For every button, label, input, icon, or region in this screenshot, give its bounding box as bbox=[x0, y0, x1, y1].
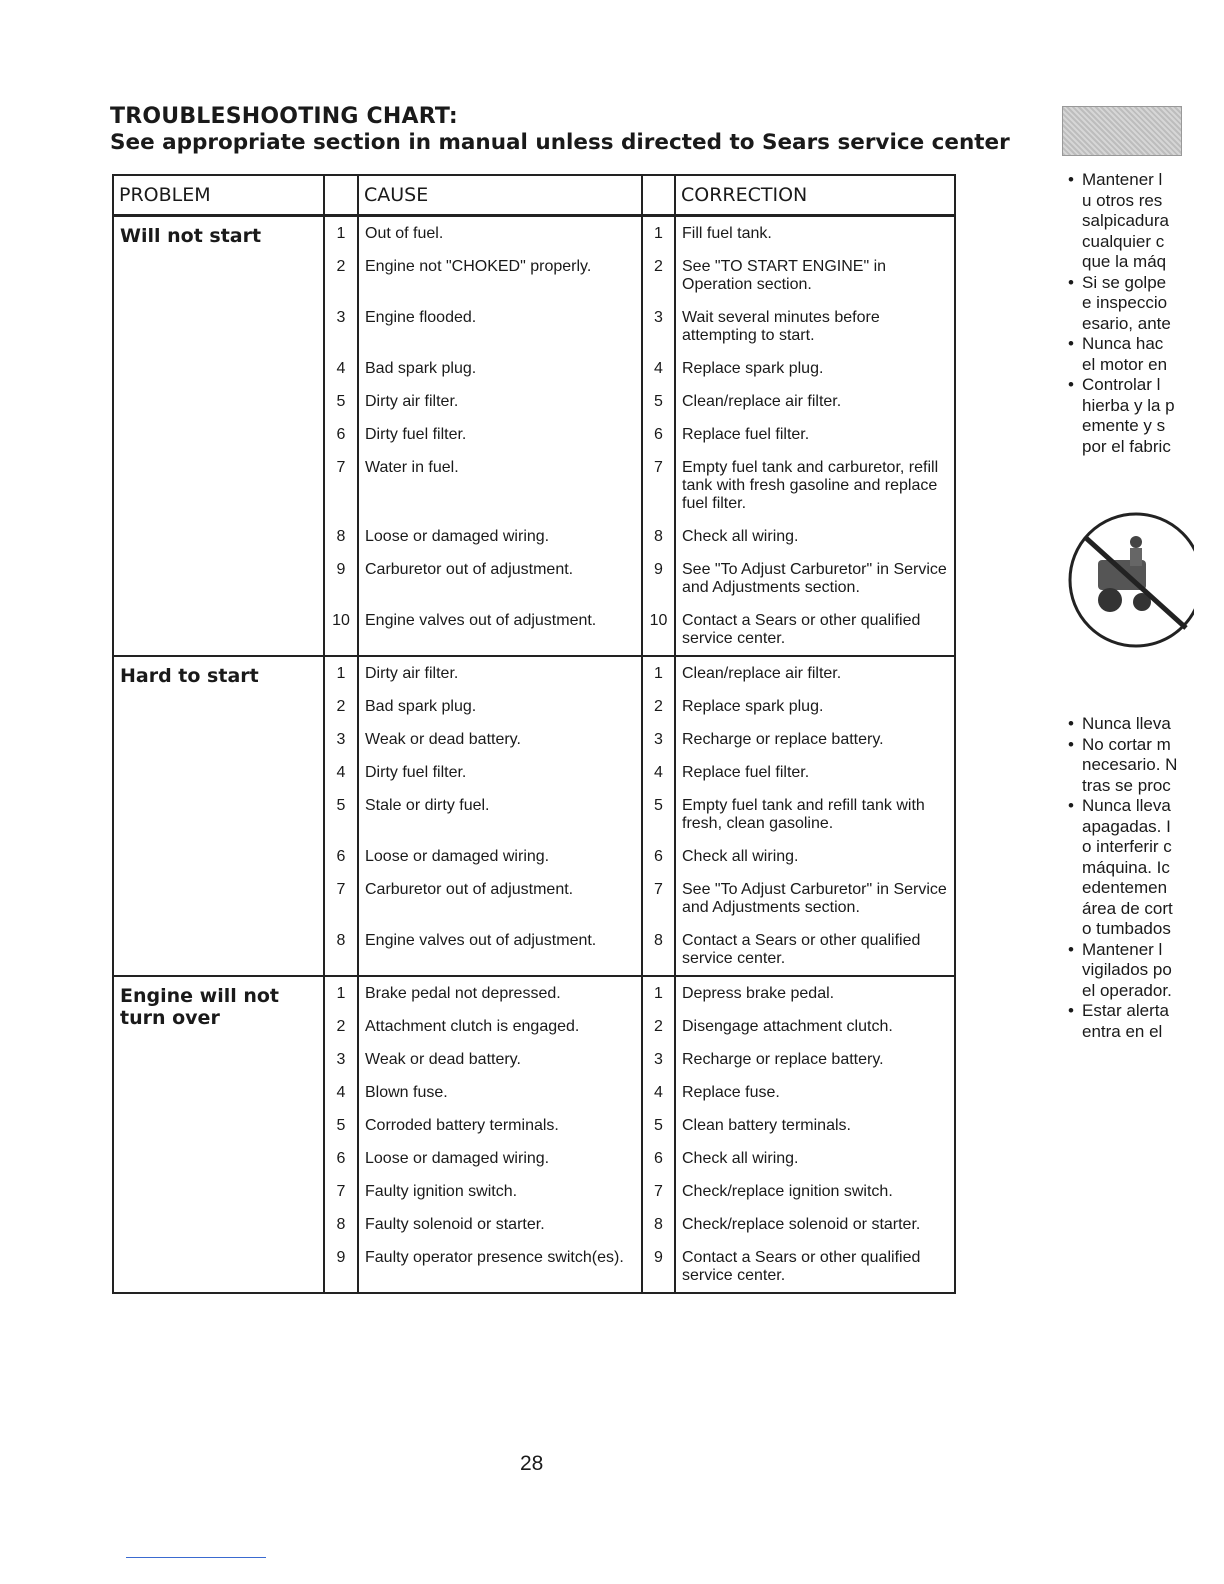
bullet-icon: • bbox=[1068, 939, 1074, 959]
correction-cell: Wait several minutes before attempting to start. bbox=[675, 301, 955, 352]
side-text-line: Nunca lleva bbox=[1082, 796, 1171, 815]
header-problem: PROBLEM bbox=[113, 175, 324, 216]
cause-number: 2 bbox=[324, 1010, 358, 1043]
correction-number: 9 bbox=[642, 1241, 675, 1293]
cause-number: 4 bbox=[324, 1076, 358, 1109]
correction-cell: See "To Adjust Carburetor" in Service and Adjustments section. bbox=[675, 873, 955, 924]
chart-title: TROUBLESHOOTING CHART: bbox=[110, 104, 458, 129]
correction-cell: Contact a Sears or other qualified service center. bbox=[675, 1241, 955, 1293]
header-spacer-2 bbox=[642, 175, 675, 216]
side-text-line: cualquier c bbox=[1082, 231, 1165, 251]
side-text-line: Mantener l bbox=[1082, 170, 1163, 189]
bullet-icon: • bbox=[1068, 334, 1074, 353]
cause-number: 2 bbox=[324, 250, 358, 301]
cause-cell: Loose or damaged wiring. bbox=[358, 520, 642, 553]
correction-cell: Contact a Sears or other qualified service center. bbox=[675, 604, 955, 656]
correction-number: 8 bbox=[642, 1208, 675, 1241]
cause-number: 10 bbox=[324, 604, 358, 656]
cause-cell: Faulty ignition switch. bbox=[358, 1175, 642, 1208]
correction-number: 8 bbox=[642, 520, 675, 553]
side-text-line: Si se golpe bbox=[1082, 272, 1167, 292]
bullet-icon: • bbox=[1068, 714, 1074, 733]
cause-cell: Faulty operator presence switch(es). bbox=[358, 1241, 642, 1293]
table-row bbox=[113, 656, 955, 690]
cause-cell: Corroded battery terminals. bbox=[358, 1109, 642, 1142]
correction-number: 6 bbox=[642, 1142, 675, 1175]
correction-cell: Clean/replace air filter. bbox=[675, 385, 955, 418]
bullet-icon: • bbox=[1068, 734, 1074, 754]
side-list-item bbox=[1068, 375, 1224, 457]
side-text-line: área de cort bbox=[1082, 898, 1173, 918]
cause-cell: Water in fuel. bbox=[358, 451, 642, 520]
cause-number: 7 bbox=[324, 451, 358, 520]
side-text-line: hierba y la p bbox=[1082, 395, 1175, 415]
table-row bbox=[113, 216, 955, 251]
cause-number: 9 bbox=[324, 553, 358, 604]
correction-cell: Replace fuel filter. bbox=[675, 756, 955, 789]
side-text-line: entra en el bbox=[1082, 1021, 1163, 1041]
side-text-line: o interferir c bbox=[1082, 837, 1172, 856]
cause-cell: Dirty air filter. bbox=[358, 656, 642, 690]
correction-cell: Check all wiring. bbox=[675, 1142, 955, 1175]
cause-cell: Bad spark plug. bbox=[358, 352, 642, 385]
correction-cell: Empty fuel tank and carburetor, refill tank with fresh gasoline and replace fuel filter. bbox=[675, 451, 955, 520]
correction-cell: Disengage attachment clutch. bbox=[675, 1010, 955, 1043]
problem-cell: Hard to start bbox=[113, 656, 324, 976]
correction-cell: Check/replace ignition switch. bbox=[675, 1175, 955, 1208]
correction-cell: Check/replace solenoid or starter. bbox=[675, 1208, 955, 1241]
cause-cell: Dirty air filter. bbox=[358, 385, 642, 418]
correction-number: 9 bbox=[642, 553, 675, 604]
cause-number: 8 bbox=[324, 520, 358, 553]
correction-number: 2 bbox=[642, 690, 675, 723]
cause-number: 3 bbox=[324, 723, 358, 756]
side-list-bottom bbox=[1068, 714, 1224, 1042]
side-text-line: e inspeccio bbox=[1082, 293, 1168, 312]
side-text-line: vigilados po bbox=[1082, 960, 1172, 979]
correction-number: 4 bbox=[642, 352, 675, 385]
correction-cell: Replace fuse. bbox=[675, 1076, 955, 1109]
header-cause: CAUSE bbox=[358, 175, 642, 216]
correction-number: 1 bbox=[642, 656, 675, 690]
correction-number: 7 bbox=[642, 873, 675, 924]
cause-cell: Engine not "CHOKED" properly. bbox=[358, 250, 642, 301]
side-text-line: el operador. bbox=[1082, 980, 1172, 1000]
correction-number: 3 bbox=[642, 301, 675, 352]
cause-cell: Weak or dead battery. bbox=[358, 1043, 642, 1076]
correction-cell: Depress brake pedal. bbox=[675, 976, 955, 1010]
troubleshooting-table bbox=[112, 174, 956, 1294]
correction-number: 4 bbox=[642, 1076, 675, 1109]
side-list-item bbox=[1068, 796, 1224, 940]
side-text-line: el motor en bbox=[1082, 354, 1168, 374]
correction-number: 5 bbox=[642, 789, 675, 840]
side-text-line: apagadas. I bbox=[1082, 816, 1171, 836]
cause-cell: Carburetor out of adjustment. bbox=[358, 873, 642, 924]
side-text-line: Controlar l bbox=[1082, 375, 1161, 394]
cause-number: 1 bbox=[324, 656, 358, 690]
side-list-item bbox=[1068, 334, 1224, 375]
correction-cell: Replace spark plug. bbox=[675, 690, 955, 723]
correction-cell: Check all wiring. bbox=[675, 520, 955, 553]
side-text-line: máquina. Ic bbox=[1082, 857, 1170, 877]
correction-number: 8 bbox=[642, 924, 675, 976]
cause-number: 3 bbox=[324, 301, 358, 352]
side-text-line: tras se proc bbox=[1082, 775, 1171, 795]
cause-number: 5 bbox=[324, 385, 358, 418]
correction-cell: Fill fuel tank. bbox=[675, 216, 955, 251]
correction-number: 1 bbox=[642, 976, 675, 1010]
cause-number: 6 bbox=[324, 1142, 358, 1175]
cause-number: 2 bbox=[324, 690, 358, 723]
header-spacer-1 bbox=[324, 175, 358, 216]
cause-number: 9 bbox=[324, 1241, 358, 1293]
side-list-item bbox=[1068, 714, 1224, 735]
bullet-icon: • bbox=[1068, 272, 1074, 292]
cause-number: 1 bbox=[324, 976, 358, 1010]
table-header-row bbox=[113, 175, 955, 216]
cause-cell: Brake pedal not depressed. bbox=[358, 976, 642, 1010]
side-text-line: Mantener l bbox=[1082, 939, 1163, 959]
side-text-line: salpicadura bbox=[1082, 211, 1169, 230]
correction-number: 4 bbox=[642, 756, 675, 789]
no-riders-warning-icon bbox=[1064, 508, 1194, 648]
footer-rule bbox=[126, 1557, 266, 1558]
cause-number: 6 bbox=[324, 418, 358, 451]
header-correction: CORRECTION bbox=[675, 175, 955, 216]
cause-number: 5 bbox=[324, 789, 358, 840]
side-text-line: emente y s bbox=[1082, 416, 1166, 435]
table-body bbox=[113, 216, 955, 1294]
correction-cell: Contact a Sears or other qualified service center. bbox=[675, 924, 955, 976]
correction-number: 7 bbox=[642, 451, 675, 520]
cause-cell: Out of fuel. bbox=[358, 216, 642, 251]
cause-number: 4 bbox=[324, 756, 358, 789]
correction-number: 3 bbox=[642, 723, 675, 756]
correction-number: 3 bbox=[642, 1043, 675, 1076]
cause-cell: Stale or dirty fuel. bbox=[358, 789, 642, 840]
side-text-line: Nunca hac bbox=[1082, 334, 1164, 353]
problem-cell: Engine will not turn over bbox=[113, 976, 324, 1293]
correction-cell: Replace fuel filter. bbox=[675, 418, 955, 451]
side-text-line: Nunca lleva bbox=[1082, 714, 1171, 733]
side-list-top bbox=[1068, 170, 1224, 457]
correction-cell: Replace spark plug. bbox=[675, 352, 955, 385]
cause-number: 7 bbox=[324, 1175, 358, 1208]
correction-number: 1 bbox=[642, 216, 675, 251]
cause-cell: Loose or damaged wiring. bbox=[358, 840, 642, 873]
correction-cell: Check all wiring. bbox=[675, 840, 955, 873]
correction-number: 2 bbox=[642, 1010, 675, 1043]
bullet-icon: • bbox=[1068, 1001, 1074, 1020]
cause-cell: Dirty fuel filter. bbox=[358, 756, 642, 789]
correction-cell: Recharge or replace battery. bbox=[675, 1043, 955, 1076]
correction-cell: Clean/replace air filter. bbox=[675, 656, 955, 690]
cause-cell: Attachment clutch is engaged. bbox=[358, 1010, 642, 1043]
correction-number: 5 bbox=[642, 1109, 675, 1142]
problem-cell: Will not start bbox=[113, 216, 324, 657]
cause-cell: Engine flooded. bbox=[358, 301, 642, 352]
correction-number: 7 bbox=[642, 1175, 675, 1208]
side-text-line: que la máq bbox=[1082, 252, 1167, 271]
side-text-line: u otros res bbox=[1082, 190, 1163, 210]
correction-number: 6 bbox=[642, 840, 675, 873]
correction-number: 2 bbox=[642, 250, 675, 301]
side-header-box bbox=[1062, 106, 1182, 156]
cause-number: 7 bbox=[324, 873, 358, 924]
cause-number: 1 bbox=[324, 216, 358, 251]
cause-cell: Faulty solenoid or starter. bbox=[358, 1208, 642, 1241]
cause-cell: Bad spark plug. bbox=[358, 690, 642, 723]
cause-cell: Loose or damaged wiring. bbox=[358, 1142, 642, 1175]
cause-cell: Weak or dead battery. bbox=[358, 723, 642, 756]
correction-cell: Empty fuel tank and refill tank with fresh, clean gasoline. bbox=[675, 789, 955, 840]
cause-number: 8 bbox=[324, 924, 358, 976]
cause-number: 4 bbox=[324, 352, 358, 385]
side-list-item bbox=[1068, 940, 1224, 1002]
side-list-item bbox=[1068, 1001, 1224, 1042]
side-text-line: necesario. N bbox=[1082, 755, 1178, 774]
cause-cell: Blown fuse. bbox=[358, 1076, 642, 1109]
side-text-line: por el fabric bbox=[1082, 436, 1171, 456]
correction-number: 10 bbox=[642, 604, 675, 656]
correction-number: 5 bbox=[642, 385, 675, 418]
chart-subtitle: See appropriate section in manual unless directed to Sears service center bbox=[110, 130, 1010, 155]
side-list-item bbox=[1068, 273, 1224, 335]
correction-cell: See "To Adjust Carburetor" in Service and Adjustments section. bbox=[675, 553, 955, 604]
cause-cell: Engine valves out of adjustment. bbox=[358, 604, 642, 656]
correction-cell: Clean battery terminals. bbox=[675, 1109, 955, 1142]
side-list-item bbox=[1068, 170, 1224, 273]
side-text-line: Estar alerta bbox=[1082, 1001, 1169, 1020]
cause-cell: Engine valves out of adjustment. bbox=[358, 924, 642, 976]
side-list-item bbox=[1068, 735, 1224, 797]
side-text-line: o tumbados bbox=[1082, 919, 1171, 938]
bullet-icon: • bbox=[1068, 375, 1074, 394]
correction-cell: See "TO START ENGINE" in Operation section. bbox=[675, 250, 955, 301]
side-text-line: esario, ante bbox=[1082, 313, 1171, 333]
side-text-line: No cortar m bbox=[1082, 734, 1171, 754]
side-text-line: edentemen bbox=[1082, 878, 1168, 897]
correction-number: 6 bbox=[642, 418, 675, 451]
cause-cell: Dirty fuel filter. bbox=[358, 418, 642, 451]
bullet-icon: • bbox=[1068, 796, 1074, 815]
table-row bbox=[113, 976, 955, 1010]
correction-cell: Recharge or replace battery. bbox=[675, 723, 955, 756]
cause-number: 8 bbox=[324, 1208, 358, 1241]
cause-number: 3 bbox=[324, 1043, 358, 1076]
cause-cell: Carburetor out of adjustment. bbox=[358, 553, 642, 604]
page-number: 28 bbox=[520, 1452, 544, 1475]
bullet-icon: • bbox=[1068, 170, 1074, 189]
cause-number: 5 bbox=[324, 1109, 358, 1142]
cause-number: 6 bbox=[324, 840, 358, 873]
